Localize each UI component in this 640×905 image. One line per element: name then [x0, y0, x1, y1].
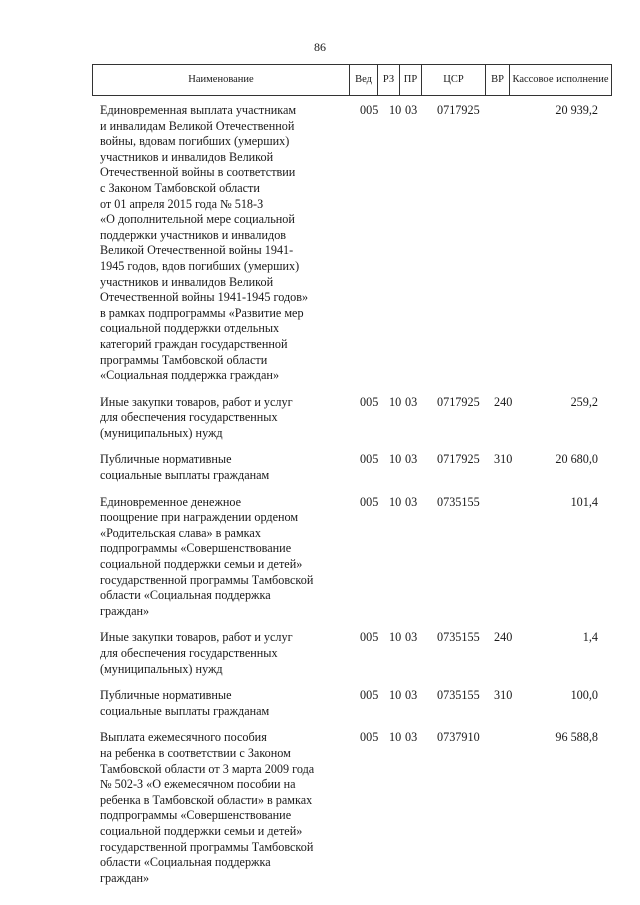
row-ved: 005 — [360, 688, 379, 703]
row-sum: 259,2 — [570, 394, 598, 409]
row-rz: 10 — [389, 452, 402, 467]
row-sum: 96 588,8 — [555, 730, 598, 745]
table-row — [92, 630, 612, 677]
row-name: Публичные нормативные социальные выплаты гражданам — [100, 452, 270, 483]
row-sum: 1,4 — [582, 630, 598, 645]
table-row — [92, 495, 612, 620]
row-ved: 005 — [360, 452, 379, 467]
row-pr: 03 — [405, 103, 418, 117]
page-number: 86 — [314, 40, 326, 54]
row-name: Публичные нормативные социальные выплаты гражданам — [100, 688, 270, 718]
row-pr: 03 — [405, 630, 418, 645]
row-rz: 10 — [389, 630, 402, 645]
row-ved: 005 — [360, 630, 379, 645]
table-row — [92, 730, 612, 886]
header-ved: Вед — [349, 65, 377, 95]
row-ved: 005 — [360, 103, 379, 117]
row-csr: 0737910 — [437, 730, 480, 745]
row-rz: 10 — [389, 730, 402, 745]
row-name: Единовременная выплата участникам и инвалидам Великой Отечественной войны, вдовам погибших (умерших) участников и инвалидов Великой Отечественной войны в соответствии с Законом Тамбовской области от 01 апреля 2015 года № 518-З «О дополнительной мере социальной поддержки участников и инвалидов Великой Отечественной войны 1941- 1945 годов, вдов погибших (умерших) участников и инвалидов Великой Отечественной войны 1941-1945 годов» в рамках подпрограммы «Развитие мер социальной поддержки отдельных категорий граждан государственной программы Тамбовской области «Социальная поддержка граждан» — [100, 103, 309, 383]
table-row — [92, 452, 612, 483]
header-kassovoe: Кассовое исполнение — [509, 65, 611, 95]
row-sum: 20 680,0 — [555, 452, 598, 467]
row-pr: 03 — [405, 494, 418, 509]
row-name: Выплата ежемесячного пособия на ребенка в соответствии с Законом Тамбовской области от 3 марта 2009 года № 502-З «О ежемесячном пособии на ребенка в Тамбовской области» в рамках подпрограммы «Совершенствование социальной поддержки семьи и детей» государственной программы Тамбовской области «Социальная поддержка граждан» — [100, 730, 315, 885]
row-name: Иные закупки товаров, работ и услуг для обеспечения государственных (муниципальных) нужд — [100, 394, 293, 440]
header-pr: ПР — [399, 65, 421, 95]
row-rz: 10 — [389, 688, 402, 703]
row-csr: 0717925 — [437, 103, 480, 117]
row-pr: 03 — [405, 394, 418, 409]
row-csr: 0717925 — [437, 452, 480, 467]
header-rz: РЗ — [377, 65, 399, 95]
row-rz: 10 — [389, 394, 402, 409]
row-vr: 240 — [494, 394, 513, 409]
row-rz: 10 — [389, 103, 402, 117]
header-csr: ЦСР — [421, 65, 485, 95]
row-ved: 005 — [360, 394, 379, 409]
row-ved: 005 — [360, 494, 379, 509]
row-pr: 03 — [405, 730, 418, 745]
header-name: Наименование — [188, 74, 254, 85]
row-rz: 10 — [389, 494, 402, 509]
table-row — [92, 395, 612, 442]
table-body — [92, 103, 612, 897]
table-row — [92, 688, 612, 719]
row-sum: 20 939,2 — [555, 103, 598, 117]
table-header — [92, 64, 612, 96]
row-csr: 0735155 — [437, 688, 480, 703]
header-vr: ВР — [485, 65, 509, 95]
row-vr: 310 — [494, 452, 513, 467]
row-name: Единовременное денежное поощрение при награждении орденом «Родительская слава» в рамках подпрограммы «Совершенствование социальной поддержки семьи и детей» государственной программы Тамбовской области «Социальная поддержка граждан» — [100, 494, 314, 618]
row-vr: 240 — [494, 630, 513, 645]
row-vr: 310 — [494, 688, 513, 703]
row-pr: 03 — [405, 452, 418, 467]
row-sum: 101,4 — [570, 494, 598, 509]
row-csr: 0735155 — [437, 494, 480, 509]
row-pr: 03 — [405, 688, 418, 703]
row-csr: 0717925 — [437, 394, 480, 409]
row-sum: 100,0 — [570, 688, 598, 703]
row-name: Иные закупки товаров, работ и услуг для обеспечения государственных (муниципальных) нужд — [100, 630, 293, 676]
table-row — [92, 103, 612, 384]
row-ved: 005 — [360, 730, 379, 745]
row-csr: 0735155 — [437, 630, 480, 645]
